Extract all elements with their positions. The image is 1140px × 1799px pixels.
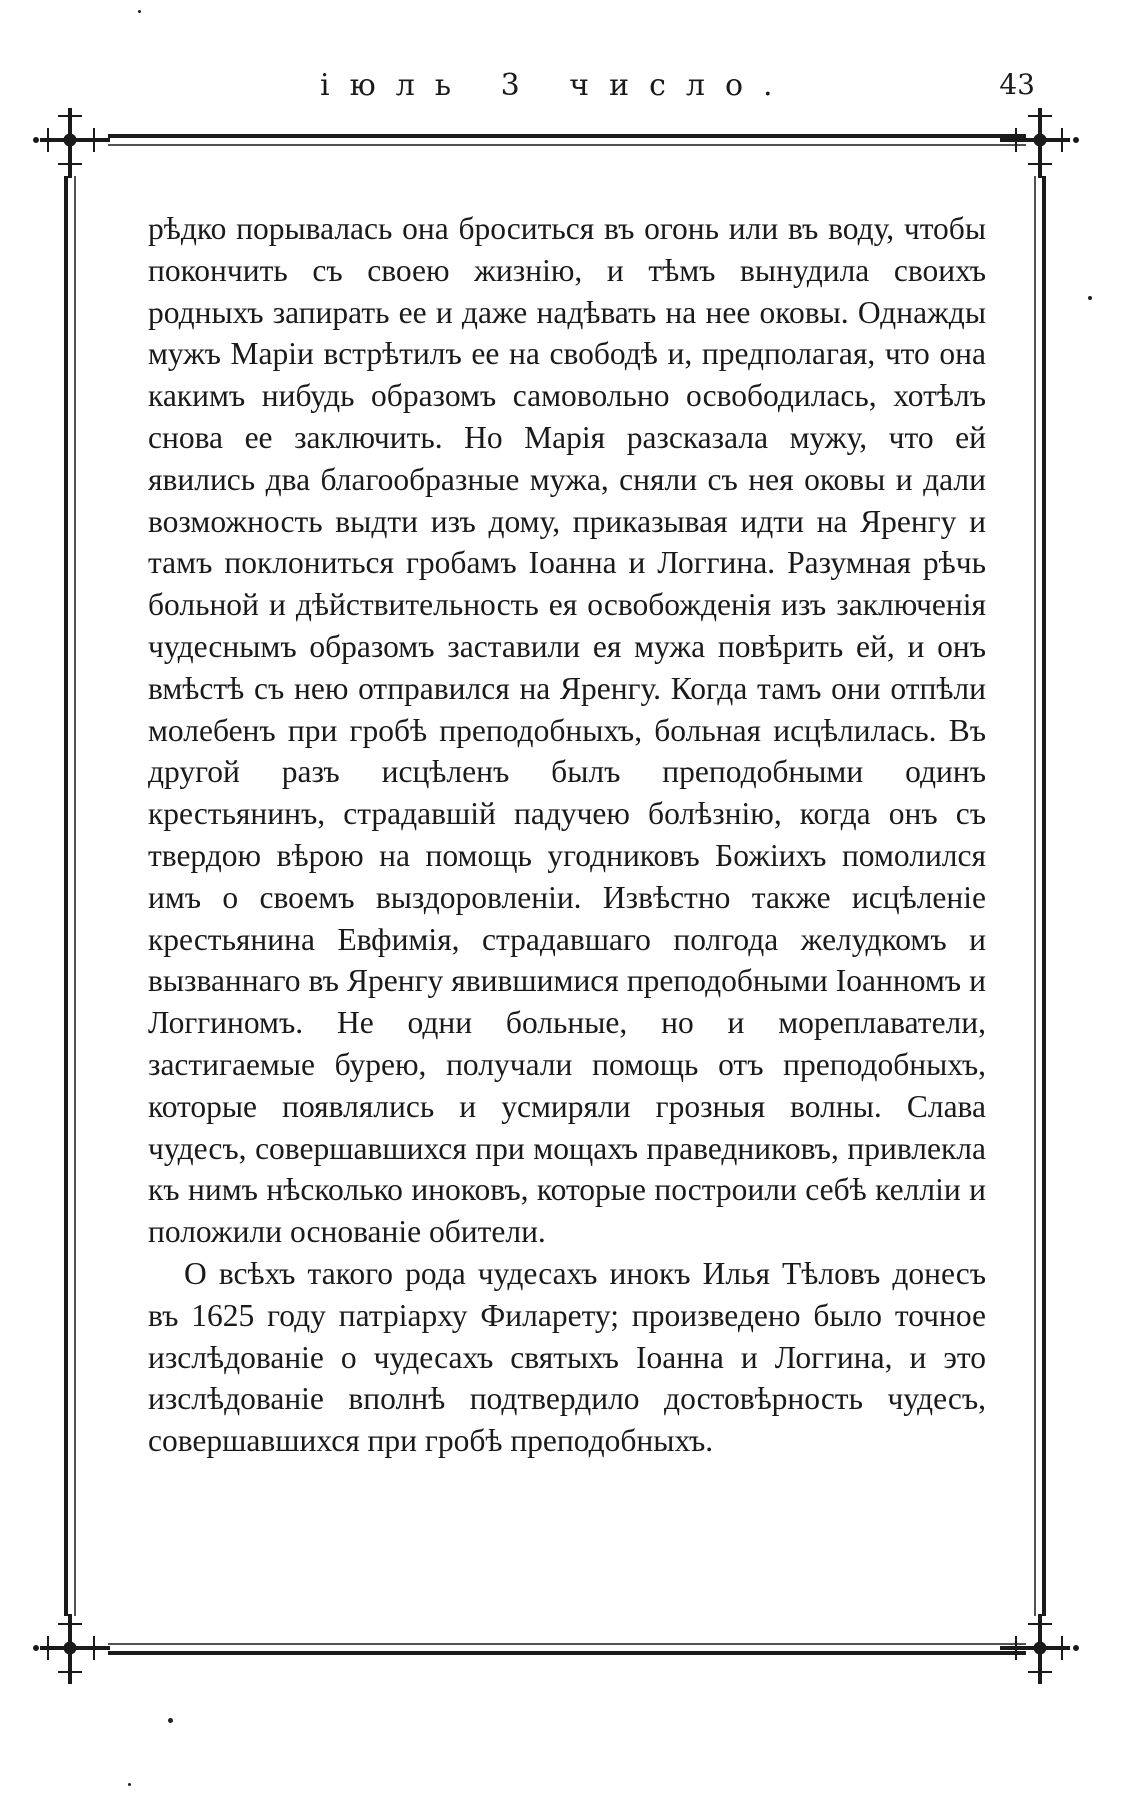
corner-ornament-top-left: [34, 108, 111, 178]
running-title: іюль 3 число.: [320, 68, 793, 103]
print-speck: [128, 1783, 131, 1786]
print-speck: [138, 10, 141, 13]
body-text: [148, 208, 986, 1462]
paragraph-1: рѣдко порывалась она броситься въ огонь или въ воду, чтобы покончить съ своею жизнію, и тѣмъ вынудила своихъ родныхъ запирать ее и даже надѣвать на нее оковы. Однажды мужъ Маріи встрѣтилъ ее на свободѣ и, предполагая, что она какимъ нибудь образомъ самовольно освободилась, хотѣлъ снова ее заключить. Но Марія разсказала мужу, что ей явились два благообразные мужа, сняли съ нея оковы и дали возможность выдти изъ дому, приказывая идти на Яренгу и тамъ поклониться гробамъ Іоанна и Логгина. Разумная рѣчь больной и дѣйствительность ея освобожденія изъ заключенія чудеснымъ образомъ заставили ея мужа повѣрить ей, и онъ вмѣстѣ съ нею отправился на Яренгу. Когда тамъ они отпѣли молебенъ при гробѣ преподобныхъ, больная исцѣлилась. Въ другой разъ исцѣленъ былъ преподобными одинъ крестьянинъ, страдавшій падучею болѣзнію, когда онъ съ твердою вѣрою на помощь угодниковъ Божіихъ помолился имъ о своемъ выздоровленіи. Извѣстно также исцѣленіе крестьянина Евфимія, страдавшаго полгода желудкомъ и вызваннаго въ Яренгу явившимися преподобными Іоанномъ и Логгиномъ. Не одни больные, но и мореплаватели, застигаемые бурею, получали помощь отъ преподобныхъ, которые появлялись и усмиряли грозныя волны. Слава чудесъ, совершавшихся при мощахъ праведниковъ, привлекла къ нимъ нѣсколько иноковъ, которые построили себѣ келліи и положили основаніе обители.: [148, 211, 986, 1250]
paragraph-2: О всѣхъ такого рода чудесахъ инокъ Илья Тѣловъ донесъ въ 1625 году патріарху Филарету; произведено было точное изслѣдованіе о чудесахъ святыхъ Іоанна и Логгина, и это изслѣдованіе вполнѣ подтвердило достовѣрность чудесъ, совершавшихся при гробѣ преподобныхъ.: [148, 1255, 986, 1459]
corner-ornament-top-right: [1000, 108, 1079, 178]
page-number: 43: [999, 68, 1035, 101]
corner-ornament-bottom-left: [34, 1614, 111, 1684]
print-speck: [1088, 296, 1092, 300]
corner-ornament-bottom-right: [1000, 1614, 1079, 1684]
print-speck: [168, 1718, 173, 1723]
